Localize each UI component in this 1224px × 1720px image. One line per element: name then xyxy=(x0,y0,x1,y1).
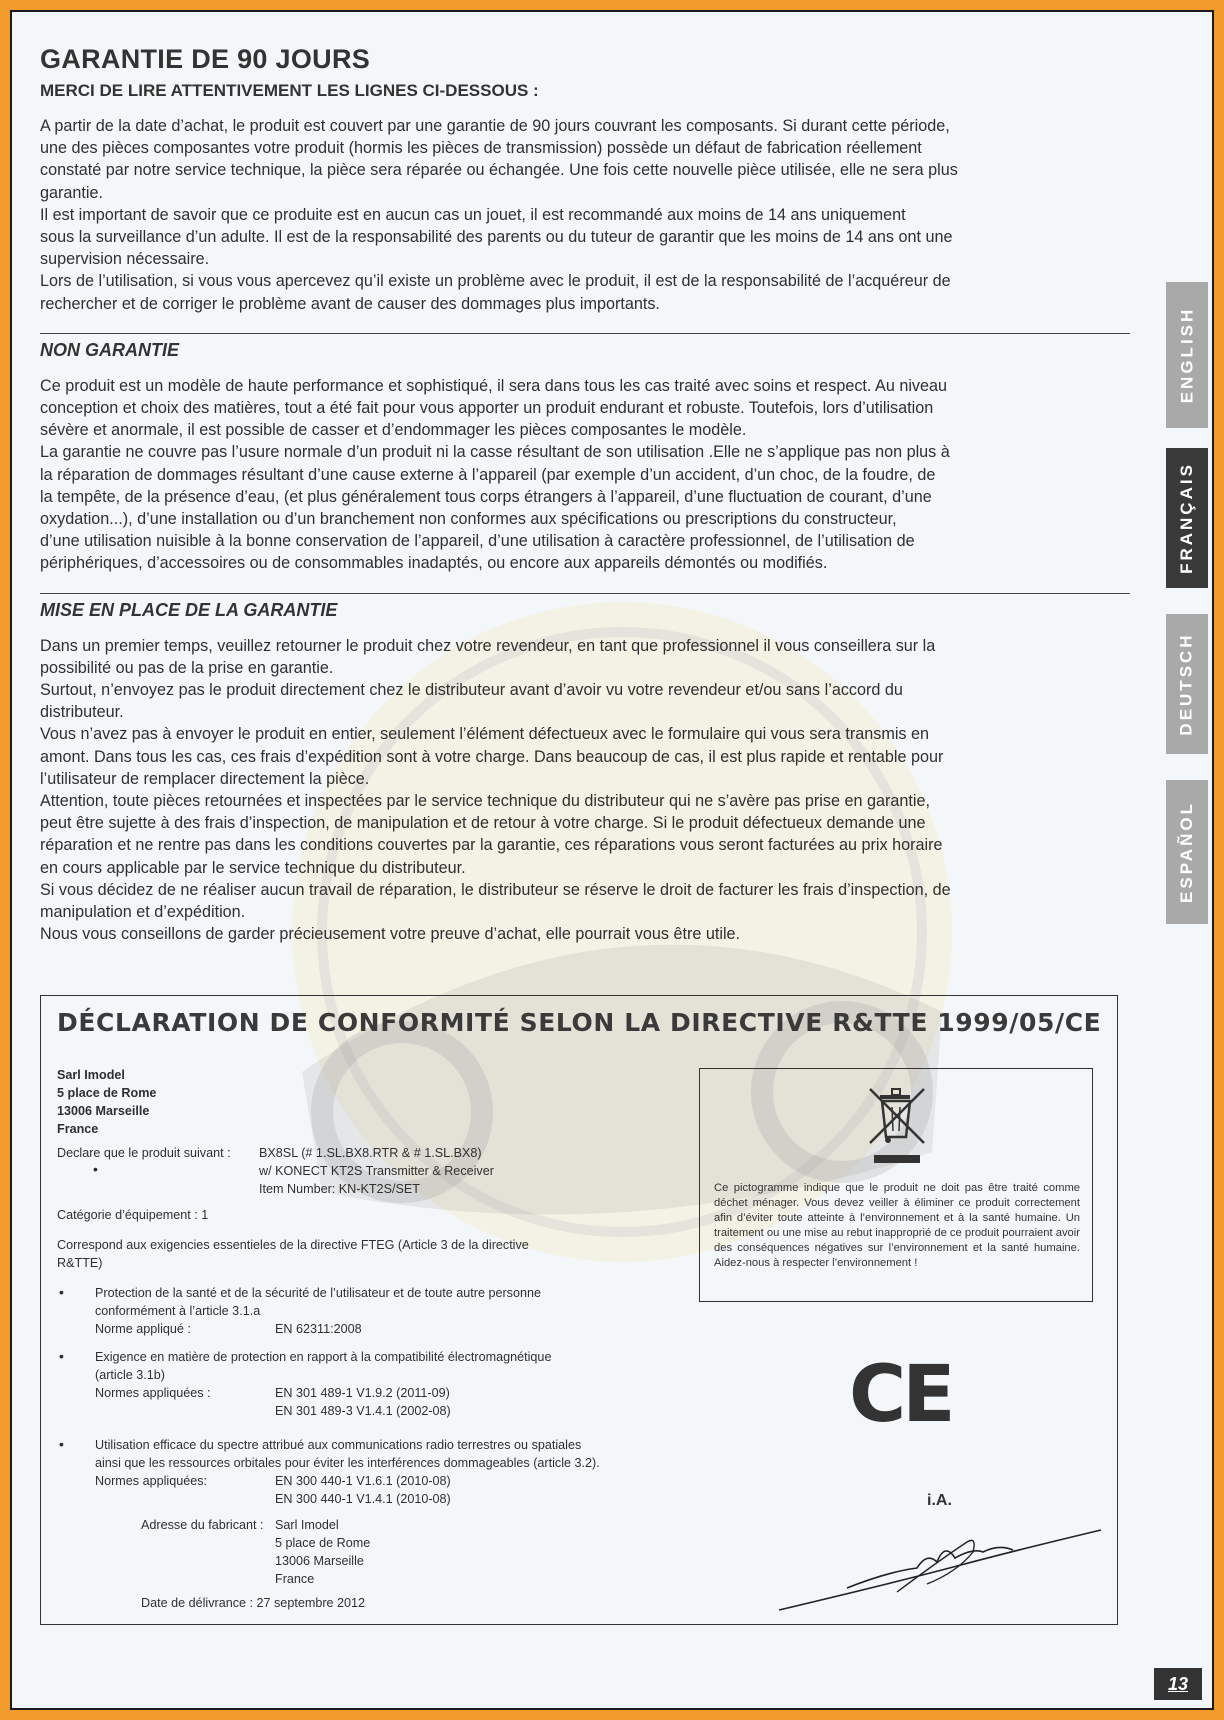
crossed-bin-icon xyxy=(864,1081,932,1167)
norm-label: Norme appliqué : xyxy=(95,1322,191,1336)
norm-value: EN 300 440-1 V1.6.1 (2010-08) xyxy=(275,1474,451,1488)
text-line: Surtout, n’envoyez pas le produit directement chez le distributeur avant d’avoir vu votre revendeur et/ou sans l’accord du xyxy=(40,681,903,700)
weee-notice-box xyxy=(699,1068,1093,1302)
page-subtitle: MERCI DE LIRE ATTENTIVEMENT LES LIGNES CI-DESSOUS : xyxy=(40,81,539,100)
norm-value: EN 301 489-1 V1.9.2 (2011-09) xyxy=(275,1386,450,1400)
bullet-dot: • xyxy=(59,1436,64,1452)
text-line: rechercher et de corriger le problème avant de causer des dommages plus importants. xyxy=(40,294,660,313)
mise-en-place-paragraph xyxy=(40,635,1130,946)
text-line: peut être sujette à des frais d’inspection, de manipulation et de retour à votre charge. Si le produit défectueux demande une xyxy=(40,814,926,833)
tab-deutsch[interactable] xyxy=(1166,614,1208,754)
text-line: ainsi que les ressources orbitales pour éviter les interférences dommageables (article 3.2). xyxy=(95,1456,600,1470)
text-line: l’utilisateur de remplacer directement la pièce. xyxy=(40,769,370,788)
norm-values xyxy=(275,1472,451,1508)
norm-value: EN 300 440-1 V1.4.1 (2010-08) xyxy=(275,1492,451,1506)
text-line: conception et choix des matières, tout a été fait pour vous apporter un produit endurant et robuste. Toutefois, lors d’utilisation xyxy=(40,399,934,418)
text-line: Il est important de savoir que ce produite est en aucun cas un jouet, il est recommandé aux moins de 14 ans uniquement xyxy=(40,205,906,224)
non-garantie-paragraph xyxy=(40,375,1130,575)
norm-label: Normes appliquées : xyxy=(95,1386,211,1400)
bullet-dot: • xyxy=(59,1348,64,1364)
text-line: Dans un premier temps, veuillez retourner le produit chez votre revendeur, en tant que professionnel il vous conseillera sur la xyxy=(40,636,936,655)
text-line: Lors de l’utilisation, si vous vous apercevez qu’il existe un problème avec le produit, il est de la responsabilité de l’acquéreur de xyxy=(40,272,951,291)
declaration-box xyxy=(40,995,1118,1625)
text-line: Sarl Imodel xyxy=(57,1068,125,1082)
text-line: Si vous décidez de ne réaliser aucun travail de réparation, le distributeur se réserve le droit de facturer les frais d’inspection, de xyxy=(40,880,951,899)
text-line: Utilisation efficace du spectre attribué aux communications radio terrestres ou spatiales xyxy=(95,1438,582,1452)
signature-image xyxy=(777,1522,1107,1618)
declaration-title: DÉCLARATION DE CONFORMITÉ SELON LA DIRECTIVE R&TTE 1999/05/CE xyxy=(57,1008,1102,1037)
text-line: une des pièces composantes votre produit (hormis les pièces de transmission) possède un défaut de fabrication réellement xyxy=(40,139,922,158)
section-heading-mise-en-place: MISE EN PLACE DE LA GARANTIE xyxy=(40,599,338,620)
norm-value: EN 62311:2008 xyxy=(275,1322,362,1336)
weee-notice-text: Ce pictogramme indique que le produit ne doit pas être traité comme déchet ménager. Vous devez veiller à éliminer ce produit correctement afin d’éviter toute atteinte à l’environnement et à la santé humaine. Un traitement ou une mise au rebut inapproprié de ce produit pourraient avoir des conséquences négatives sur l’environnement et la santé humaine. Aidez-nous à respecter l’environnement ! xyxy=(714,1182,1080,1269)
section-heading-non-garantie: NON GARANTIE xyxy=(40,339,179,360)
intro-paragraph xyxy=(40,115,1130,315)
norm-label: Normes appliquées: xyxy=(95,1474,208,1488)
manufacturer-address xyxy=(275,1516,370,1588)
company-address xyxy=(57,1066,156,1138)
tab-english[interactable] xyxy=(1166,282,1208,428)
correspond-text xyxy=(57,1236,529,1272)
text-line: Protection de la santé et de la sécurité de l’utilisateur et de toute autre personne xyxy=(95,1286,541,1300)
bullet-dot: • xyxy=(59,1284,64,1300)
tab-label: ESPAÑOL xyxy=(1177,801,1197,903)
text-line: 5 place de Rome xyxy=(275,1536,371,1550)
norm-value: EN 301 489-3 V1.4.1 (2002-08) xyxy=(275,1404,451,1418)
text-line: amont. Dans tous les cas, ces frais d’expédition sont à votre charge. Dans beaucoup de cas, il est plus rapide et rentable pour xyxy=(40,747,944,766)
text-line: La garantie ne couvre pas l’usure normale d’un produit ni la casse résultant de son utilisation .Elle ne s’applique pas non plus à xyxy=(40,443,950,462)
page-title: GARANTIE DE 90 JOURS xyxy=(40,44,371,74)
text-line: périphériques, d’accessoires ou de consommables inadaptés, ou encore aux appareils démontés ou modifiés. xyxy=(40,554,828,573)
product-lines xyxy=(259,1144,494,1198)
text-line: supervision nécessaire. xyxy=(40,250,210,269)
text-line: Exigence en matière de protection en rapport à la compatibilité électromagnétique xyxy=(95,1350,552,1364)
text-line: réparation et ne rentre pas dans les conditions couvertes par la garantie, ces réparations vous seront facturées au prix horaire xyxy=(40,836,943,855)
text-line: distributeur. xyxy=(40,703,124,722)
ce-mark: CE xyxy=(849,1350,952,1440)
text-line: sous la surveillance d’un adulte. Il est de la responsabilité des parents ou du tuteur de garantir que les moins de 14 ans ont une xyxy=(40,228,953,247)
text-line: oxydation...), d’une installation ou d’un branchement non conformes aux spécifications ou prescriptions du constructeur, xyxy=(40,510,897,529)
main-content xyxy=(40,44,1130,946)
text-line: garantie. xyxy=(40,183,103,202)
text-line: Item Number: KN-KT2S/SET xyxy=(259,1182,420,1196)
text-line: conformément à l’article 3.1.a xyxy=(95,1304,261,1318)
manufacturer-label: Adresse du fabricant : xyxy=(141,1518,264,1532)
text-line: manipulation et d’expédition. xyxy=(40,903,246,922)
text-line: Nous vous conseillons de garder précieusement votre preuve d’achat, elle pourrait vous être utile. xyxy=(40,925,741,944)
text-line: France xyxy=(275,1572,315,1586)
tab-francais[interactable] xyxy=(1166,448,1208,588)
text-line: France xyxy=(57,1122,99,1136)
norm-values xyxy=(275,1384,451,1420)
section-divider xyxy=(40,333,1130,334)
text-line: BX8SL (# 1.SL.BX8.RTR & # 1.SL.BX8) xyxy=(259,1146,482,1160)
text-line: w/ KONECT KT2S Transmitter & Receiver xyxy=(259,1164,494,1178)
tab-label: ENGLISH xyxy=(1177,306,1196,404)
text-line: 13006 Marseille xyxy=(275,1554,364,1568)
text-line: Sarl Imodel xyxy=(275,1518,339,1532)
equipment-category: Catégorie d’équipement : 1 xyxy=(57,1208,209,1222)
text-line: 13006 Marseille xyxy=(57,1104,150,1118)
text-line: Ce produit est un modèle de haute performance et sophistiqué, il sera dans tous les cas traité avec soins et respect. Au niveau xyxy=(40,376,948,395)
text-line: d’une utilisation nuisible à la bonne conservation de l’appareil, d’une utilisation à caractère professionnel, de l’utilisation de xyxy=(40,532,915,551)
text-line: possibilité ou pas de la prise en garantie. xyxy=(40,658,334,677)
tab-label: FRANÇAIS xyxy=(1177,462,1196,574)
text-line: 5 place de Rome xyxy=(57,1086,157,1100)
text-line: en cours applicable par le service technique du distributeur. xyxy=(40,858,466,877)
text-line: la tempête, de la présence d’eau, (et plus généralement tous corps étrangers à l’appareil, d’une fluctuation de courant, d’une xyxy=(40,487,932,506)
text-line: sévère et anormale, il est possible de casser et d’endommager les pièces composantes le modèle. xyxy=(40,421,747,440)
text-line: constaté par notre service technique, la pièce sera réparée ou échangée. Une fois cette nouvelle pièce utilisée, elle ne sera plus xyxy=(40,161,958,180)
issue-date: Date de délivrance : 27 septembre 2012 xyxy=(141,1596,366,1610)
text-line: Correspond aux exigencies essentieles de la directive FTEG (Article 3 de la directive xyxy=(57,1238,529,1252)
text-line: Vous n’avez pas à envoyer le produit en entier, seulement l’élément défectueux avec le formulaire qui vous sera transmis en xyxy=(40,725,930,744)
document-page xyxy=(10,10,1214,1710)
tab-label: DEUTSCH xyxy=(1177,632,1197,736)
section-divider xyxy=(40,593,1130,594)
signature-label: i.A. xyxy=(927,1492,952,1509)
text-line: (article 3.1b) xyxy=(95,1368,165,1382)
text-line: A partir de la date d’achat, le produit est couvert par une garantie de 90 jours couvrant les composants. Si durant cette période, xyxy=(40,117,950,135)
text-line: R&TTE) xyxy=(57,1256,103,1270)
declare-label: Declare que le produit suivant : xyxy=(57,1146,231,1160)
text-line: Attention, toute pièces retournées et inspectées par le service technique du distributeur qui ne s’avère pas prise en garantie, xyxy=(40,792,930,811)
tab-espanol[interactable] xyxy=(1166,780,1208,924)
page-number: 13 xyxy=(1154,1668,1202,1700)
bullet-dot: • xyxy=(93,1161,98,1177)
text-line: la réparation de dommages résultant d’une cause externe à l’appareil (par exemple d’un accident, d’un choc, de la foudre, de xyxy=(40,465,936,484)
